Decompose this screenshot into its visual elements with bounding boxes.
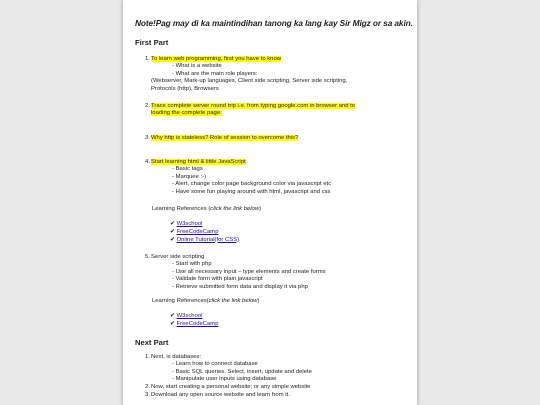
list-item: [145, 56, 410, 93]
list-item: [145, 392, 410, 399]
list-item-title: Download any open source website and learn from it.: [151, 392, 290, 398]
list-number: 4.: [145, 159, 150, 165]
reference-links: [170, 221, 239, 244]
sub-item: - Basic SQL queries. Select, insert, update and delete: [172, 368, 312, 375]
link-w3school[interactable]: W3school: [176, 313, 203, 319]
check-icon: ✔: [170, 236, 175, 243]
learning-references-label: Learning References(click the link below): [152, 298, 260, 304]
list-number: 2.: [145, 103, 150, 109]
learning-references-label: Learning References (click the link below): [152, 206, 262, 212]
check-icon: ✔: [170, 313, 175, 319]
list-number: 2.: [145, 384, 150, 390]
reference-link-item: [170, 237, 239, 245]
list-item-title: Next, is databases:: [151, 354, 202, 360]
sub-item: - Manipulate user inputs using database: [172, 376, 277, 383]
list-item-title: To learn web programming, first you have to know: [151, 56, 281, 62]
sub-item: - Retrieve submitted form data and display it via php: [172, 283, 308, 290]
sub-item: - Alert, change color page background color via javascript etc: [172, 181, 332, 188]
check-icon: ✔: [170, 320, 175, 327]
sub-item: - Have some fun playing around with html, javascript and css: [172, 188, 331, 195]
list-number: 5.: [145, 254, 150, 260]
list-item: [145, 384, 410, 391]
link-freecodecamp[interactable]: FreeCodeCamp: [176, 320, 219, 327]
list-number: 1.: [145, 354, 150, 360]
reference-link-item: [170, 221, 239, 229]
sub-item: - What is a website: [172, 63, 222, 70]
list-number: 3.: [145, 392, 150, 398]
list-item: [145, 354, 410, 384]
sub-item: - Use all necessary input – type elements and create forms: [172, 268, 326, 275]
sub-item: (Webserver, Mark-up languages, Client side scripting, Server side scripting,: [151, 78, 348, 85]
reference-link-item: [170, 229, 239, 237]
list-item-title-line2: loading the complete page.: [151, 110, 222, 117]
next-part-heading: Next Part: [135, 338, 169, 347]
list-item: [145, 159, 410, 196]
list-item-title: Start learning html & little JavaScript: [151, 159, 246, 165]
check-icon: ✔: [170, 228, 175, 235]
list-item-title: Why http is stateless? Role of session to overcome this?: [151, 135, 299, 141]
list-number: 1.: [145, 56, 150, 62]
reference-links: [170, 313, 219, 329]
first-part-heading: First Part: [135, 38, 169, 47]
sub-item: Protocols (http), Browsers: [151, 85, 219, 92]
check-icon: ✔: [170, 221, 175, 227]
sub-item: - Basic tags: [172, 166, 203, 173]
list-item-title: Server side scripting: [151, 254, 205, 260]
link-freecodecamp[interactable]: FreeCodeCamp: [176, 228, 219, 235]
list-item-title: Now, start creating a personal website; or any simple website: [151, 384, 311, 390]
reference-link-item: [170, 321, 219, 329]
sub-item: - Learn how to connect database: [172, 361, 258, 368]
sub-item: - Start with php: [172, 261, 212, 268]
sub-item: - Validate form with plain javascript: [172, 276, 263, 283]
link-online-tutorial[interactable]: Online Tutorial(for CSS): [176, 236, 240, 243]
list-number: 3.: [145, 135, 150, 141]
list-item: [145, 254, 410, 291]
list-item: [145, 135, 410, 142]
reference-link-item: [170, 313, 219, 321]
sub-item: - What are the main role players:: [172, 70, 258, 77]
document-page: [123, 0, 417, 405]
sub-item: - Marquee :-): [172, 173, 207, 180]
note-text: Note!Pag may di ka maintindihan tanong ka lang kay Sir Migz or sa akin.: [135, 18, 413, 28]
list-item: [145, 103, 410, 118]
list-item-title: Trace complete server round trip i.e. from typing google.com in browser and to: [151, 103, 356, 109]
link-w3school[interactable]: W3school: [176, 221, 203, 227]
